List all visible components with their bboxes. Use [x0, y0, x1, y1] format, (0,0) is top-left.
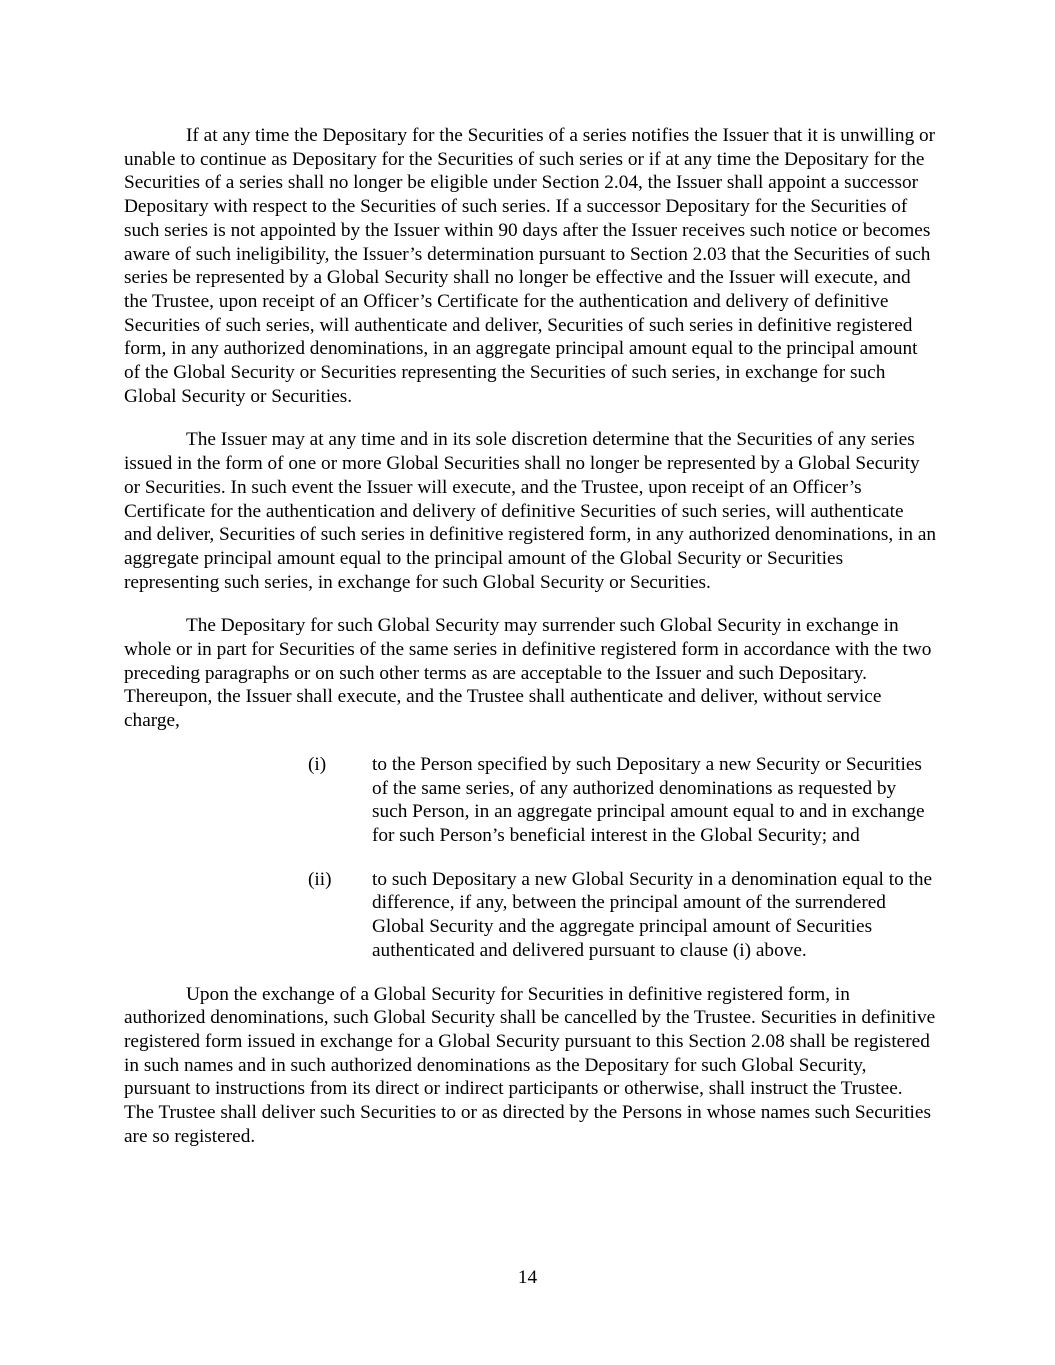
paragraph-exchange-upon: Upon the exchange of a Global Security for Securities in definitive registered form, in authorized denominations, such Global Security shall be cancelled by the Trustee. Securities in definitive registered form issued in exchange for a Global Security pursuant to this Section 2.08 shall be registered in such names and in such authorized denominations as the Depositary for such Global Security, pursuant to instructions from its direct or indirect participants or otherwise, shall instruct the Trustee. The Trustee shall deliver such Securities to or as directed by the Persons in whose names such Securities are so registered. — [124, 983, 936, 1147]
clause-text: to the Person specified by such Depositary a new Security or Securities of the same series, of any authorized denominations as requested by such Person, in an aggregate principal amount equal to and in exchange for such Person’s beneficial interest in the Global Security; and — [372, 753, 925, 846]
paragraph-depositary-surrender: The Depositary for such Global Security may surrender such Global Security in exchange in whole or in part for Securities of the same series in definitive registered form in accordance with the two preceding paragraphs or on such other terms as are acceptable to the Issuer and such Depositary. Thereupon, the Issuer shall execute, and the Trustee shall authenticate and deliver, without service charge, — [124, 615, 932, 732]
clause-text: to such Depositary a new Global Security in a denomination equal to the difference, if any, between the principal amount of the surrendered Global Security and the aggregate principal amount of Securities authenticated and delivered pursuant to clause (i) above. — [372, 868, 933, 961]
clause-number: (ii) — [308, 868, 332, 890]
clause-list — [124, 753, 936, 963]
clause-number: (i) — [308, 753, 327, 775]
page-number: 14 — [517, 1267, 538, 1288]
paragraph-successor-depositary: If at any time the Depositary for the Securities of a series notifies the Issuer that it is unwilling or unable to continue as Depositary for the Securities of such series or if at any time the Depositary for the Securities of a series shall no longer be eligible under Section 2.04, the Issuer shall appoint a successor Depositary with respect to the Securities of such series. If a successor Depositary for the Securities of such series is not appointed by the Issuer within 90 days after the Issuer receives such notice or becomes aware of such ineligibility, the Issuer’s determination pursuant to Section 2.03 that the Securities of such series be represented by a Global Security shall no longer be effective and the Issuer will execute, and the Trustee, upon receipt of an Officer’s Certificate for the authentication and delivery of definitive Securities of such series, will authenticate and deliver, Securities of such series in definitive registered form, in any authorized denominations, in an aggregate principal amount equal to the principal amount of the Global Security or Securities representing the Securities of such series, in exchange for such Global Security or Securities. — [124, 125, 936, 407]
document-page — [124, 124, 936, 1168]
clause-item — [308, 868, 934, 963]
paragraph-issuer-discretion: The Issuer may at any time and in its sole discretion determine that the Securities of any series issued in the form of one or more Global Securities shall no longer be represented by a Global Security or Securities. In such event the Issuer will execute, and the Trustee, upon receipt of an Officer’s Certificate for the authentication and delivery of definitive Securities of such series, will authenticate and deliver, Securities of such series in definitive registered form, in any authorized denominations, in an aggregate principal amount equal to the principal amount of the Global Security or Securities representing such series, in exchange for such Global Security or Securities. — [124, 429, 937, 593]
clause-item — [308, 753, 934, 848]
